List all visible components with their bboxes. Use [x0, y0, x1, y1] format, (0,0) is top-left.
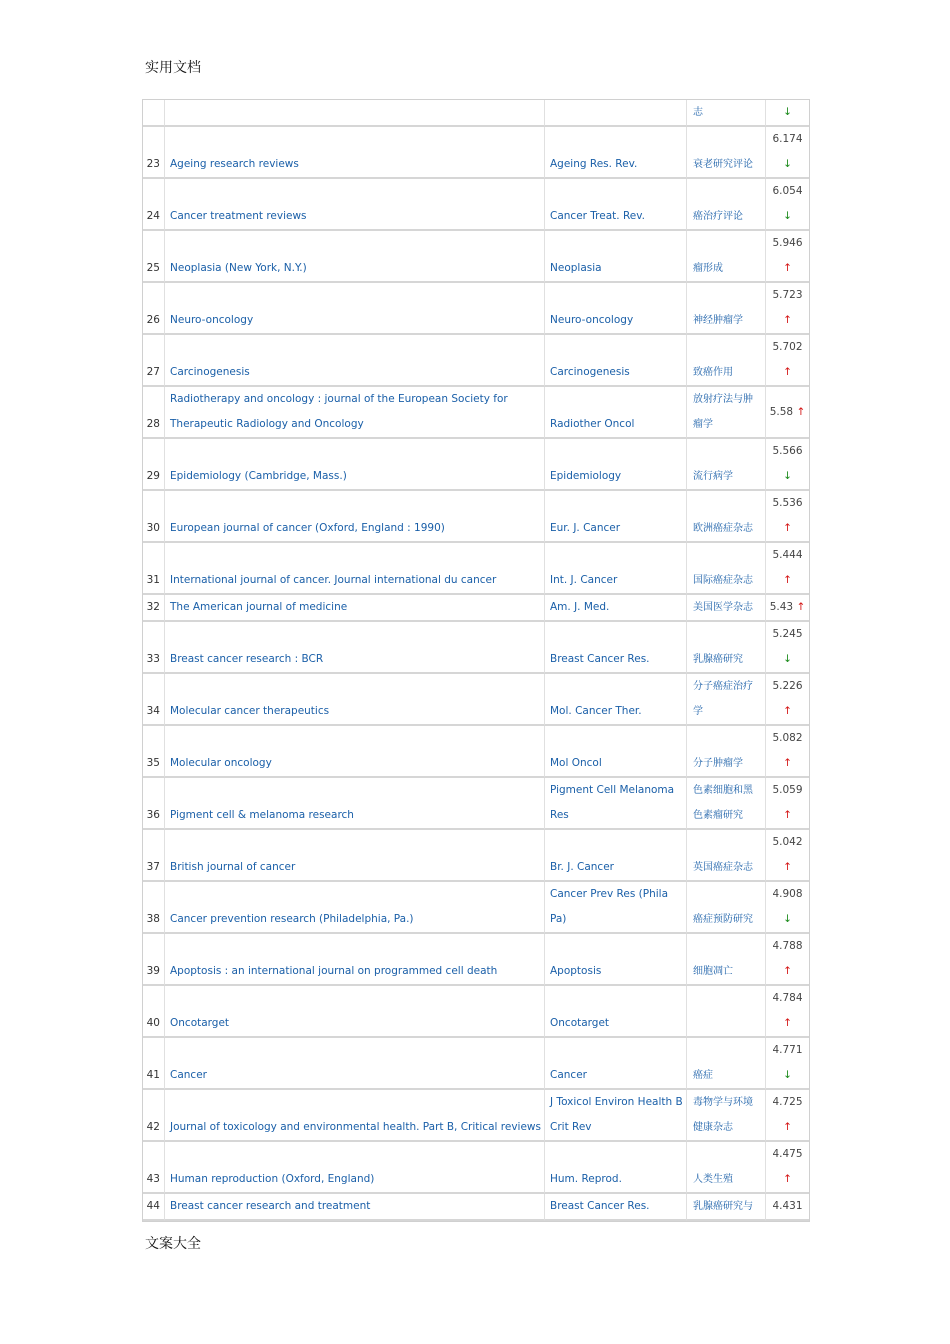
- rank-cell: 42: [143, 1090, 165, 1142]
- rank-cell: 28: [143, 387, 165, 439]
- trend-down-icon: ↓: [783, 470, 792, 482]
- table-row: [143, 986, 809, 1038]
- journal-name-cell[interactable]: Cancer prevention research (Philadelphia, Pa.): [165, 882, 545, 934]
- abbreviation-cell: Breast Cancer Res.: [545, 1194, 687, 1221]
- impact-factor-cell: [766, 986, 809, 1038]
- abbreviation-cell: Mol. Cancer Ther.: [545, 674, 687, 726]
- impact-factor-cell: [766, 543, 809, 595]
- table-row: [143, 491, 809, 543]
- journal-name-cell[interactable]: Neuro-oncology: [165, 283, 545, 335]
- chinese-name-cell: 国际癌症杂志: [687, 543, 766, 595]
- trend-up-icon: ↑: [783, 1121, 792, 1133]
- journal-name-cell[interactable]: The American journal of medicine: [165, 595, 545, 622]
- abbreviation-cell: Mol Oncol: [545, 726, 687, 778]
- impact-factor-cell: [766, 778, 809, 830]
- abbreviation-cell: Am. J. Med.: [545, 595, 687, 622]
- journal-name-cell[interactable]: International journal of cancer. Journal international du cancer: [165, 543, 545, 595]
- chinese-name-cell: 欧洲癌症杂志: [687, 491, 766, 543]
- rank-cell: 38: [143, 882, 165, 934]
- journal-name-cell[interactable]: Apoptosis : an international journal on programmed cell death: [165, 934, 545, 986]
- trend-up-icon: ↑: [783, 965, 792, 977]
- impact-factor-value: 4.725: [772, 1096, 803, 1108]
- journal-impact-table: [142, 99, 810, 1222]
- rank-cell: 33: [143, 622, 165, 674]
- table-row: [143, 231, 809, 283]
- abbreviation-cell: J Toxicol Environ Health B Crit Rev: [545, 1090, 687, 1142]
- table-row: [143, 1090, 809, 1142]
- chinese-name-cell: 衰老研究评论: [687, 127, 766, 179]
- chinese-name-cell: 乳腺癌研究与: [687, 1194, 766, 1221]
- table-row: [143, 283, 809, 335]
- impact-factor-value: 5.946: [772, 237, 803, 249]
- impact-factor-value: 4.788: [772, 940, 803, 952]
- abbreviation-cell: Cancer Prev Res (Phila Pa): [545, 882, 687, 934]
- abbreviation-cell: Cancer Treat. Rev.: [545, 179, 687, 231]
- impact-factor-cell: [766, 335, 809, 387]
- table-row: [143, 1142, 809, 1194]
- rank-cell: 32: [143, 595, 165, 622]
- impact-factor-cell: [766, 179, 809, 231]
- table-row: [143, 1194, 809, 1221]
- journal-name-cell[interactable]: British journal of cancer: [165, 830, 545, 882]
- rank-cell: 26: [143, 283, 165, 335]
- journal-name-cell[interactable]: Cancer treatment reviews: [165, 179, 545, 231]
- table-row: [143, 439, 809, 491]
- journal-name-cell[interactable]: Pigment cell & melanoma research: [165, 778, 545, 830]
- journal-name-cell[interactable]: Neoplasia (New York, N.Y.): [165, 231, 545, 283]
- table-row-continued: [143, 100, 809, 127]
- impact-factor-value: 5.082: [772, 732, 803, 744]
- chinese-name-cell: 英国癌症杂志: [687, 830, 766, 882]
- rank-cell: 30: [143, 491, 165, 543]
- impact-factor-value: 5.042: [772, 836, 803, 848]
- table-row: [143, 934, 809, 986]
- trend-down-icon: ↓: [783, 1069, 792, 1081]
- impact-factor-cell: [766, 934, 809, 986]
- trend-up-icon: ↑: [783, 522, 792, 534]
- journal-name-cell[interactable]: Ageing research reviews: [165, 127, 545, 179]
- trend-up-icon: ↑: [783, 314, 792, 326]
- rank-cell: 23: [143, 127, 165, 179]
- impact-factor-cell: [766, 439, 809, 491]
- journal-name-cell[interactable]: Human reproduction (Oxford, England): [165, 1142, 545, 1194]
- trend-up-icon: ↑: [783, 757, 792, 769]
- impact-factor-cell: [766, 726, 809, 778]
- chinese-name-cell: [687, 986, 766, 1038]
- abbreviation-cell: [545, 100, 687, 127]
- impact-factor-cell: [766, 1038, 809, 1090]
- chinese-name-cell: 流行病学: [687, 439, 766, 491]
- chinese-name-cell: 美国医学杂志: [687, 595, 766, 622]
- chinese-name-cell: 癌治疗评论: [687, 179, 766, 231]
- abbreviation-cell: Neuro-oncology: [545, 283, 687, 335]
- rank-cell: 41: [143, 1038, 165, 1090]
- impact-factor-cell: [766, 100, 809, 127]
- abbreviation-cell: Pigment Cell Melanoma Res: [545, 778, 687, 830]
- impact-factor-value: 5.43: [769, 601, 794, 613]
- table-row: [143, 882, 809, 934]
- trend-down-icon: ↓: [783, 210, 792, 222]
- abbreviation-cell: Breast Cancer Res.: [545, 622, 687, 674]
- impact-factor-cell: [766, 882, 809, 934]
- journal-name-cell[interactable]: Journal of toxicology and environmental health. Part B, Critical reviews: [165, 1090, 545, 1142]
- abbreviation-cell: Hum. Reprod.: [545, 1142, 687, 1194]
- table-body: [143, 100, 809, 1221]
- rank-cell: 25: [143, 231, 165, 283]
- chinese-name-cell: 神经肿瘤学: [687, 283, 766, 335]
- impact-factor-cell: [766, 387, 809, 439]
- journal-name-cell[interactable]: Oncotarget: [165, 986, 545, 1038]
- rank-cell: [143, 100, 165, 127]
- impact-factor-cell: [766, 283, 809, 335]
- impact-factor-cell: [766, 1194, 809, 1221]
- rank-cell: 37: [143, 830, 165, 882]
- journal-name-cell[interactable]: European journal of cancer (Oxford, England : 1990): [165, 491, 545, 543]
- table-row: [143, 387, 809, 439]
- chinese-name-cell: 癌症: [687, 1038, 766, 1090]
- table-row: [143, 778, 809, 830]
- rank-cell: 31: [143, 543, 165, 595]
- abbreviation-cell: Oncotarget: [545, 986, 687, 1038]
- table-row: [143, 726, 809, 778]
- rank-cell: 39: [143, 934, 165, 986]
- journal-name-cell[interactable]: Cancer: [165, 1038, 545, 1090]
- trend-down-icon: ↓: [783, 158, 792, 170]
- impact-factor-value: 6.174: [772, 133, 803, 145]
- table-row: [143, 543, 809, 595]
- journal-name-cell[interactable]: Radiotherapy and oncology : journal of the European Society for Therapeutic Radiology and Oncology: [165, 387, 545, 439]
- table-row: [143, 1038, 809, 1090]
- impact-factor-value: 5.723: [772, 289, 803, 301]
- abbreviation-cell: Carcinogenesis: [545, 335, 687, 387]
- impact-factor-cell: [766, 231, 809, 283]
- table-row: [143, 622, 809, 674]
- rank-cell: 24: [143, 179, 165, 231]
- trend-down-icon: ↓: [783, 653, 792, 665]
- journal-name-cell: [165, 100, 545, 127]
- abbreviation-cell: Epidemiology: [545, 439, 687, 491]
- chinese-name-cell: 毒物学与环境健康杂志: [687, 1090, 766, 1142]
- impact-factor-cell: [766, 622, 809, 674]
- impact-factor-value: 4.475: [772, 1148, 803, 1160]
- impact-factor-value: 5.58: [769, 405, 794, 418]
- rank-cell: 44: [143, 1194, 165, 1221]
- chinese-name-cell: 分子肿瘤学: [687, 726, 766, 778]
- impact-factor-value: 5.536: [772, 497, 803, 509]
- chinese-name-cell: 癌症预防研究: [687, 882, 766, 934]
- rank-cell: 35: [143, 726, 165, 778]
- abbreviation-cell: Br. J. Cancer: [545, 830, 687, 882]
- chinese-name-cell: 瘤形成: [687, 231, 766, 283]
- abbreviation-cell: Neoplasia: [545, 231, 687, 283]
- chinese-name-cell: 细胞凋亡: [687, 934, 766, 986]
- abbreviation-cell: Ageing Res. Rev.: [545, 127, 687, 179]
- impact-factor-value: 4.771: [772, 1044, 803, 1056]
- table-row: [143, 179, 809, 231]
- abbreviation-cell: Eur. J. Cancer: [545, 491, 687, 543]
- table-row: [143, 127, 809, 179]
- impact-factor-value: 5.444: [772, 549, 803, 561]
- abbreviation-cell: Radiother Oncol: [545, 387, 687, 439]
- journal-name-cell[interactable]: Molecular cancer therapeutics: [165, 674, 545, 726]
- chinese-name-cell: 色素细胞和黑色素瘤研究: [687, 778, 766, 830]
- trend-up-icon: ↑: [783, 262, 792, 274]
- chinese-name-cell: 致癌作用: [687, 335, 766, 387]
- impact-factor-value: 5.702: [772, 341, 803, 353]
- impact-factor-cell: [766, 595, 809, 622]
- journal-name-cell[interactable]: Carcinogenesis: [165, 335, 545, 387]
- impact-factor-value: 4.431: [772, 1200, 803, 1212]
- page-footer: 文案大全: [145, 1236, 201, 1252]
- table-row: [143, 595, 809, 622]
- page-header: 实用文档: [145, 60, 201, 76]
- table-row: [143, 830, 809, 882]
- trend-down-icon: ↓: [783, 913, 792, 925]
- impact-factor-cell: [766, 1142, 809, 1194]
- abbreviation-cell: Int. J. Cancer: [545, 543, 687, 595]
- abbreviation-cell: Apoptosis: [545, 934, 687, 986]
- impact-factor-value: 5.245: [772, 628, 803, 640]
- table-row: [143, 674, 809, 726]
- journal-name-cell[interactable]: Breast cancer research : BCR: [165, 622, 545, 674]
- journal-name-cell[interactable]: Molecular oncology: [165, 726, 545, 778]
- impact-factor-cell: [766, 830, 809, 882]
- impact-factor-value: 5.059: [772, 784, 803, 796]
- impact-factor-value: 5.566: [772, 445, 803, 457]
- trend-up-icon: ↑: [783, 574, 792, 586]
- rank-cell: 34: [143, 674, 165, 726]
- table-row: [143, 335, 809, 387]
- abbreviation-cell: Cancer: [545, 1038, 687, 1090]
- trend-up-icon: ↑: [783, 1173, 792, 1185]
- rank-cell: 36: [143, 778, 165, 830]
- trend-down-icon: ↓: [783, 106, 792, 118]
- trend-up-icon: ↑: [783, 705, 792, 717]
- trend-up-icon: ↑: [783, 809, 792, 821]
- impact-factor-cell: [766, 1090, 809, 1142]
- impact-factor-value: 4.784: [772, 992, 803, 1004]
- rank-cell: 40: [143, 986, 165, 1038]
- trend-up-icon: ↑: [783, 366, 792, 378]
- impact-factor-cell: [766, 674, 809, 726]
- chinese-name-cell: 分子癌症治疗学: [687, 674, 766, 726]
- impact-factor-cell: [766, 127, 809, 179]
- chinese-name-cell: 乳腺癌研究: [687, 622, 766, 674]
- rank-cell: 27: [143, 335, 165, 387]
- rank-cell: 43: [143, 1142, 165, 1194]
- trend-up-icon: ↑: [796, 601, 806, 613]
- chinese-name-cell: 志: [687, 100, 766, 127]
- impact-factor-value: 5.226: [772, 680, 803, 692]
- chinese-name-cell: 人类生殖: [687, 1142, 766, 1194]
- trend-up-icon: ↑: [796, 405, 806, 418]
- chinese-name-cell: 放射疗法与肿瘤学: [687, 387, 766, 439]
- impact-factor-value: 4.908: [772, 888, 803, 900]
- trend-up-icon: ↑: [783, 1017, 792, 1029]
- impact-factor-value: 6.054: [772, 185, 803, 197]
- journal-name-cell[interactable]: Epidemiology (Cambridge, Mass.): [165, 439, 545, 491]
- trend-up-icon: ↑: [783, 861, 792, 873]
- rank-cell: 29: [143, 439, 165, 491]
- journal-name-cell[interactable]: Breast cancer research and treatment: [165, 1194, 545, 1221]
- impact-factor-cell: [766, 491, 809, 543]
